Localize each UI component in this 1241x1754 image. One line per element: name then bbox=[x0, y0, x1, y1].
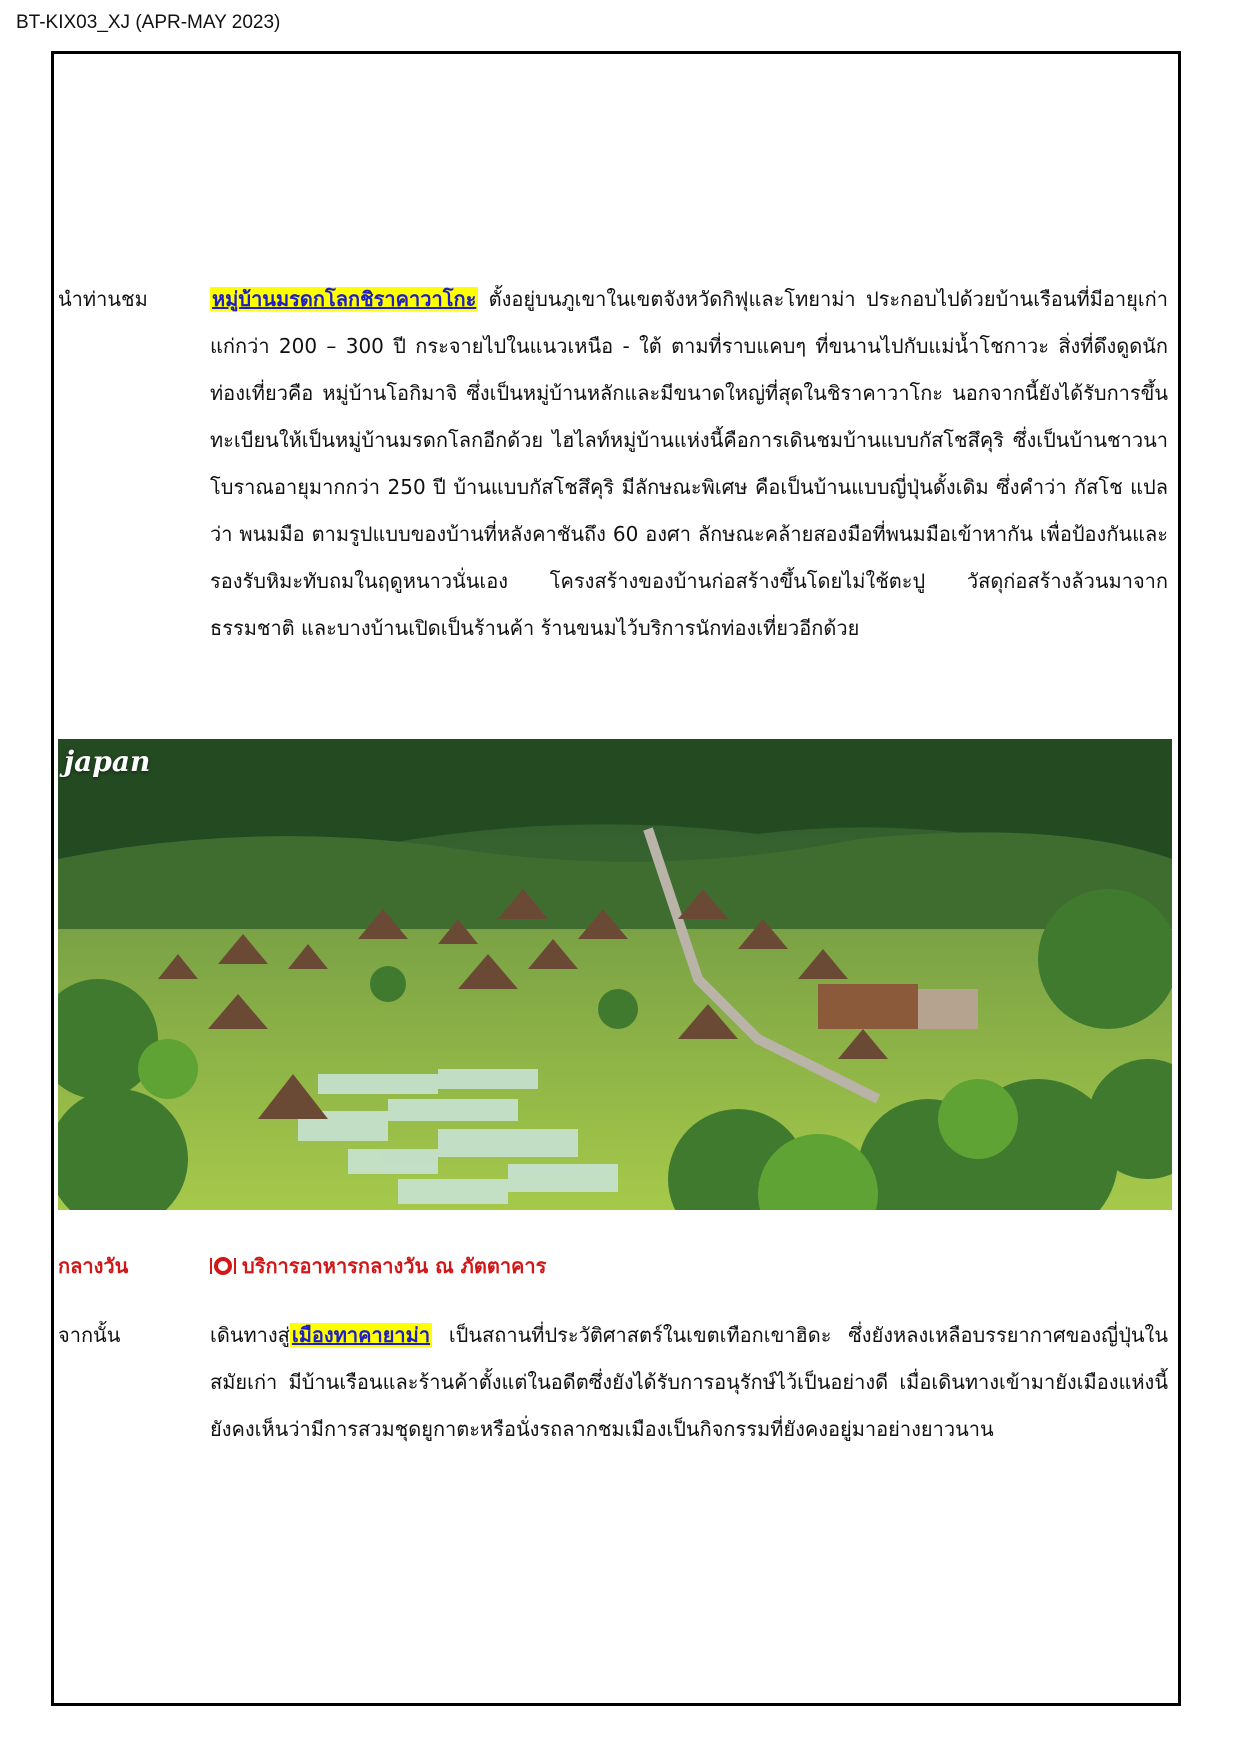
section-label: จากนั้น bbox=[58, 1323, 121, 1347]
section-body bbox=[210, 276, 1168, 652]
body-text: ตั้งอยู่บนภูเขาในเขตจังหวัดกิฟุและโทยาม่า ประกอบไปด้วยบ้านเรือนที่มีอายุเก่าแก่กว่า 200 – 300 ปี กระจายไปในแนวเหนือ - ใต้ ตามที่ราบแคบๆ ที่ขนานไปกับแม่น้ำโชกาวะ สิ่งที่ดึงดูดนักท่องเที่ยวคือ หมู่บ้านโอกิมาจิ ซึ่งเป็นหมู่บ้านหลักและมีขนาดใหญ่ที่สุดในชิราคาวาโกะ นอกจากนี้ยังได้รับการขึ้นทะเบียนให้เป็นหมู่บ้านมรดกโลกอีกด้วย ไฮไลท์หมู่บ้านแห่งนี้คือการเดินชมบ้านแบบกัสโชสึคุริ ซึ่งเป็นบ้านชาวนาโบราณอายุมากกว่า 250 ปี บ้านแบบกัสโชสึคุริ มีลักษณะพิเศษ คือเป็นบ้านแบบญี่ปุ่นดั้งเดิม ซึ่งคำว่า กัสโช แปลว่า พนมมือ ตามรูปแบบของบ้านที่หลังคาชันถึง 60 องศา ลักษณะคล้ายสองมือที่พนมมือเข้าหากัน เพื่อป้องกันและรองรับหิมะทับถมในฤดูหนาวนั่นเอง โครงสร้างของบ้านก่อสร้างขึ้นโดยไม่ใช้ตะปู วัสดุก่อสร้างล้วนมาจากธรรมชาติ และบางบ้านเปิดเป็นร้านค้า ร้านขนมไว้บริการนักท่องเที่ยวอีกด้วย bbox=[210, 287, 1168, 640]
section-label: นำท่านชม bbox=[58, 287, 148, 311]
photo-watermark: japan bbox=[64, 745, 151, 778]
section-lunch bbox=[58, 1243, 1168, 1290]
document-code: BT-KIX03_XJ (APR-MAY 2023) bbox=[16, 12, 281, 33]
highlight-place-name: เมืองทาคายาม่า bbox=[291, 1323, 431, 1347]
village-photo bbox=[58, 739, 1172, 1210]
body-prefix: เดินทางสู่ bbox=[210, 1323, 290, 1347]
village-landscape-image bbox=[58, 739, 1172, 1210]
section-visit bbox=[58, 276, 1168, 716]
section-body bbox=[210, 1312, 1168, 1453]
lunch-text: บริการอาหารกลางวัน ณ ภัตตาคาร bbox=[242, 1254, 547, 1278]
body-text: เป็นสถานที่ประวัติศาสตร์ในเขตเทือกเขาฮิดะ ซึ่งยังหลงเหลือบรรยากาศของญี่ปุ่นในสมัยเก่า มีบ้านเรือนและร้านค้าตั้งแต่ในอดีตซึ่งยังได้รับการอนุรักษ์ไว้เป็นอย่างดี เมื่อเดินทางเข้ามายังเมืองแห่งนี้ยังคงเห็นว่ามีการสวมชุดยูกาตะหรือนั่งรถลากชมเมืองเป็นกิจกรรมที่ยังคงอยู่มาอย่างยาวนาน bbox=[210, 1323, 1168, 1441]
highlight-place-name: หมู่บ้านมรดกโลกชิราคาวาโกะ bbox=[212, 287, 477, 311]
section-next bbox=[58, 1312, 1168, 1502]
section-label: กลางวัน bbox=[58, 1254, 129, 1278]
lunch-plate-icon bbox=[210, 1255, 236, 1277]
lunch-text-row bbox=[210, 1243, 1168, 1290]
